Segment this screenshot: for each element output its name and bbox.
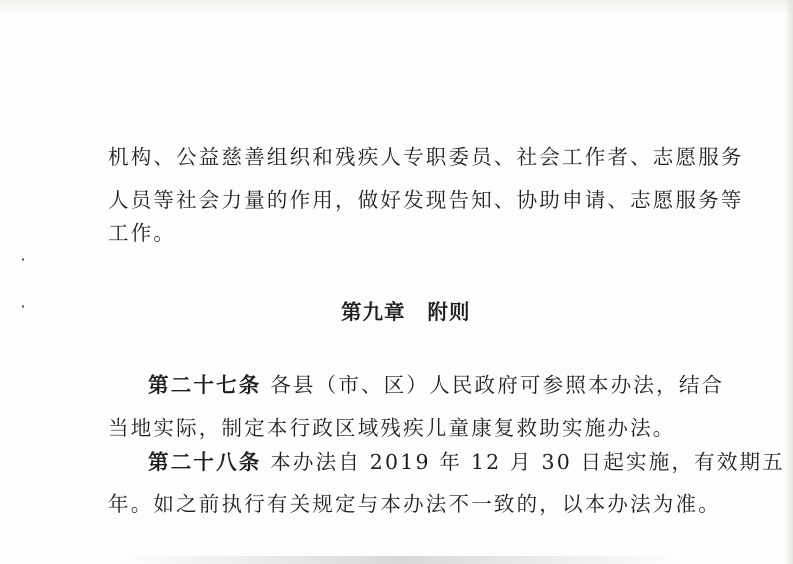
chapter-title: 附则 — [427, 300, 471, 324]
chapter-heading — [341, 298, 471, 326]
scan-speck — [22, 305, 24, 308]
scan-shadow-top — [0, 0, 793, 14]
article-28-line-2: 年。如之前执行有关规定与本办法不一致的，以本办法为准。 — [108, 492, 721, 516]
article-27-text: 各县（市、区）人民政府可参照本办法，结合 — [270, 373, 725, 397]
chapter-number: 第九章 — [341, 300, 406, 324]
article-28-text: 本办法自 2019 年 12 月 30 日起实施，有效期五 — [270, 450, 785, 474]
paragraph-line-1: 机构、公益慈善组织和残疾人专职委员、社会工作者、志愿服务 — [108, 145, 744, 169]
scan-speck — [22, 258, 24, 261]
next-line-cutoff — [120, 556, 680, 564]
paragraph-line-3: 工作。 — [108, 221, 177, 245]
article-27-line-2: 当地实际，制定本行政区域残疾儿童康复救助实施办法。 — [108, 416, 676, 440]
paragraph-line-2: 人员等社会力量的作用，做好发现告知、协助申请、志愿服务等 — [108, 188, 744, 212]
article-28-label: 第二十八条 — [148, 450, 262, 474]
article-27-label: 第二十七条 — [148, 373, 262, 397]
article-28-line-1 — [148, 448, 785, 476]
scan-shadow-right — [785, 0, 793, 564]
article-27-line-1 — [148, 371, 724, 399]
